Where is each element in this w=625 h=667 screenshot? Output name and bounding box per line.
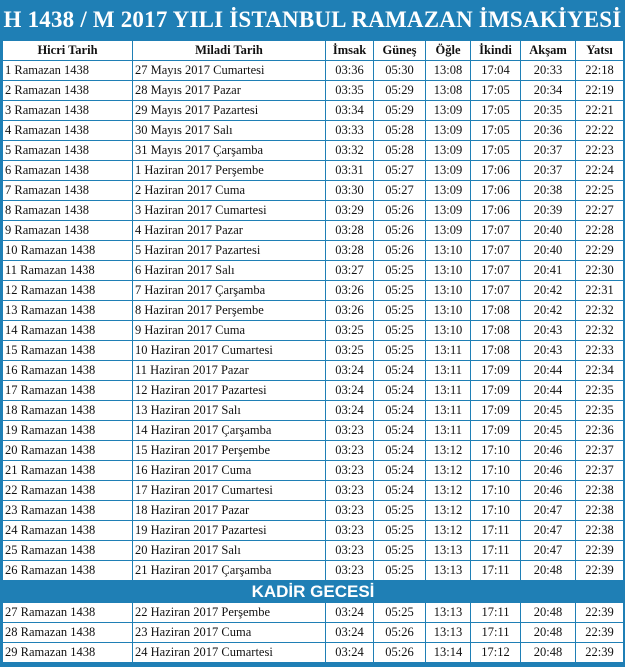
yatsi-cell: 22:22 <box>576 121 624 141</box>
imsak-cell: 03:23 <box>326 521 374 541</box>
hicri-tarih-cell: 13 Ramazan 1438 <box>3 301 133 321</box>
aksam-cell: 20:46 <box>521 461 576 481</box>
table-row <box>3 401 624 421</box>
yatsi-cell: 22:36 <box>576 421 624 441</box>
miladi-tarih-cell: 30 Mayıs 2017 Salı <box>133 121 326 141</box>
miladi-tarih-cell: 18 Haziran 2017 Pazar <box>133 501 326 521</box>
miladi-tarih-cell: 14 Haziran 2017 Çarşamba <box>133 421 326 441</box>
ikindi-cell: 17:11 <box>471 623 521 643</box>
ikindi-cell: 17:06 <box>471 161 521 181</box>
table-row <box>3 623 624 643</box>
hicri-tarih-cell: 12 Ramazan 1438 <box>3 281 133 301</box>
table-row <box>3 201 624 221</box>
ogle-cell: 13:09 <box>426 101 471 121</box>
table-row <box>3 643 624 663</box>
hicri-tarih-cell: 19 Ramazan 1438 <box>3 421 133 441</box>
ogle-cell: 13:13 <box>426 623 471 643</box>
ikindi-cell: 17:11 <box>471 521 521 541</box>
yatsi-cell: 22:38 <box>576 521 624 541</box>
imsak-cell: 03:34 <box>326 101 374 121</box>
gunes-cell: 05:25 <box>374 301 426 321</box>
yatsi-cell: 22:35 <box>576 401 624 421</box>
ogle-cell: 13:10 <box>426 241 471 261</box>
ikindi-cell: 17:08 <box>471 321 521 341</box>
table-row <box>3 221 624 241</box>
gunes-cell: 05:26 <box>374 643 426 663</box>
table-row <box>3 341 624 361</box>
gunes-cell: 05:28 <box>374 121 426 141</box>
yatsi-cell: 22:31 <box>576 281 624 301</box>
miladi-tarih-cell: 17 Haziran 2017 Cumartesi <box>133 481 326 501</box>
ikindi-cell: 17:09 <box>471 361 521 381</box>
hicri-tarih-cell: 24 Ramazan 1438 <box>3 521 133 541</box>
aksam-cell: 20:47 <box>521 501 576 521</box>
gunes-cell: 05:25 <box>374 521 426 541</box>
yatsi-cell: 22:35 <box>576 381 624 401</box>
aksam-cell: 20:42 <box>521 281 576 301</box>
gunes-cell: 05:24 <box>374 481 426 501</box>
aksam-cell: 20:38 <box>521 181 576 201</box>
hicri-tarih-cell: 1 Ramazan 1438 <box>3 61 133 81</box>
ikindi-cell: 17:09 <box>471 381 521 401</box>
ogle-cell: 13:09 <box>426 201 471 221</box>
yatsi-cell: 22:21 <box>576 101 624 121</box>
ogle-cell: 13:11 <box>426 361 471 381</box>
imsak-cell: 03:24 <box>326 623 374 643</box>
imsak-cell: 03:26 <box>326 301 374 321</box>
yatsi-cell: 22:39 <box>576 561 624 581</box>
hicri-tarih-cell: 11 Ramazan 1438 <box>3 261 133 281</box>
ogle-cell: 13:13 <box>426 561 471 581</box>
ogle-cell: 13:09 <box>426 181 471 201</box>
ogle-cell: 13:12 <box>426 481 471 501</box>
aksam-cell: 20:45 <box>521 401 576 421</box>
yatsi-cell: 22:19 <box>576 81 624 101</box>
yatsi-cell: 22:38 <box>576 481 624 501</box>
hicri-tarih-cell: 29 Ramazan 1438 <box>3 643 133 663</box>
table-row <box>3 541 624 561</box>
page-title: H 1438 / M 2017 YILI İSTANBUL RAMAZAN İMSAKİYESİ <box>3 7 622 32</box>
table-header-row <box>3 41 624 61</box>
ogle-cell: 13:09 <box>426 161 471 181</box>
aksam-cell: 20:44 <box>521 381 576 401</box>
aksam-cell: 20:45 <box>521 421 576 441</box>
gunes-cell: 05:26 <box>374 241 426 261</box>
imsak-cell: 03:24 <box>326 401 374 421</box>
imsak-cell: 03:36 <box>326 61 374 81</box>
ogle-cell: 13:09 <box>426 141 471 161</box>
aksam-cell: 20:36 <box>521 121 576 141</box>
hicri-tarih-cell: 15 Ramazan 1438 <box>3 341 133 361</box>
gunes-cell: 05:27 <box>374 161 426 181</box>
imsak-cell: 03:31 <box>326 161 374 181</box>
hicri-tarih-cell: 14 Ramazan 1438 <box>3 321 133 341</box>
imsak-cell: 03:25 <box>326 341 374 361</box>
hicri-tarih-cell: 27 Ramazan 1438 <box>3 603 133 623</box>
hicri-tarih-cell: 28 Ramazan 1438 <box>3 623 133 643</box>
gunes-cell: 05:29 <box>374 81 426 101</box>
header-gunes: Güneş <box>374 41 426 61</box>
gunes-cell: 05:28 <box>374 141 426 161</box>
table-row <box>3 481 624 501</box>
gunes-cell: 05:30 <box>374 61 426 81</box>
hicri-tarih-cell: 6 Ramazan 1438 <box>3 161 133 181</box>
yatsi-cell: 22:37 <box>576 441 624 461</box>
miladi-tarih-cell: 31 Mayıs 2017 Çarşamba <box>133 141 326 161</box>
table-row <box>3 603 624 623</box>
imsak-cell: 03:26 <box>326 281 374 301</box>
table-row <box>3 261 624 281</box>
aksam-cell: 20:43 <box>521 341 576 361</box>
ogle-cell: 13:11 <box>426 401 471 421</box>
imsak-cell: 03:28 <box>326 221 374 241</box>
aksam-cell: 20:44 <box>521 361 576 381</box>
miladi-tarih-cell: 7 Haziran 2017 Çarşamba <box>133 281 326 301</box>
hicri-tarih-cell: 7 Ramazan 1438 <box>3 181 133 201</box>
ogle-cell: 13:12 <box>426 501 471 521</box>
miladi-tarih-cell: 6 Haziran 2017 Salı <box>133 261 326 281</box>
kadir-gecesi-label: KADİR GECESİ <box>3 581 624 603</box>
imsak-cell: 03:23 <box>326 461 374 481</box>
ogle-cell: 13:13 <box>426 541 471 561</box>
table-row <box>3 441 624 461</box>
kadir-gecesi-row <box>3 581 624 603</box>
ikindi-cell: 17:10 <box>471 481 521 501</box>
miladi-tarih-cell: 5 Haziran 2017 Pazartesi <box>133 241 326 261</box>
miladi-tarih-cell: 8 Haziran 2017 Perşembe <box>133 301 326 321</box>
ikindi-cell: 17:11 <box>471 603 521 623</box>
imsak-cell: 03:24 <box>326 381 374 401</box>
imsak-cell: 03:23 <box>326 441 374 461</box>
miladi-tarih-cell: 2 Haziran 2017 Cuma <box>133 181 326 201</box>
ikindi-cell: 17:07 <box>471 281 521 301</box>
miladi-tarih-cell: 12 Haziran 2017 Pazartesi <box>133 381 326 401</box>
hicri-tarih-cell: 5 Ramazan 1438 <box>3 141 133 161</box>
ogle-cell: 13:08 <box>426 81 471 101</box>
miladi-tarih-cell: 9 Haziran 2017 Cuma <box>133 321 326 341</box>
aksam-cell: 20:48 <box>521 643 576 663</box>
hicri-tarih-cell: 2 Ramazan 1438 <box>3 81 133 101</box>
hicri-tarih-cell: 21 Ramazan 1438 <box>3 461 133 481</box>
table-row <box>3 361 624 381</box>
gunes-cell: 05:25 <box>374 541 426 561</box>
ogle-cell: 13:10 <box>426 281 471 301</box>
hicri-tarih-cell: 18 Ramazan 1438 <box>3 401 133 421</box>
ikindi-cell: 17:08 <box>471 341 521 361</box>
yatsi-cell: 22:23 <box>576 141 624 161</box>
aksam-cell: 20:46 <box>521 481 576 501</box>
table-row <box>3 521 624 541</box>
imsak-cell: 03:24 <box>326 361 374 381</box>
imsak-cell: 03:28 <box>326 241 374 261</box>
ikindi-cell: 17:05 <box>471 81 521 101</box>
table-row <box>3 141 624 161</box>
imsak-cell: 03:33 <box>326 121 374 141</box>
imsak-cell: 03:23 <box>326 541 374 561</box>
miladi-tarih-cell: 1 Haziran 2017 Perşembe <box>133 161 326 181</box>
ikindi-cell: 17:11 <box>471 541 521 561</box>
aksam-cell: 20:35 <box>521 101 576 121</box>
table-row <box>3 421 624 441</box>
hicri-tarih-cell: 16 Ramazan 1438 <box>3 361 133 381</box>
ogle-cell: 13:14 <box>426 643 471 663</box>
hicri-tarih-cell: 25 Ramazan 1438 <box>3 541 133 561</box>
ikindi-cell: 17:09 <box>471 401 521 421</box>
ogle-cell: 13:09 <box>426 221 471 241</box>
gunes-cell: 05:24 <box>374 361 426 381</box>
miladi-tarih-cell: 20 Haziran 2017 Salı <box>133 541 326 561</box>
hicri-tarih-cell: 8 Ramazan 1438 <box>3 201 133 221</box>
miladi-tarih-cell: 27 Mayıs 2017 Cumartesi <box>133 61 326 81</box>
table-row <box>3 81 624 101</box>
table-body <box>3 61 624 663</box>
imsak-cell: 03:35 <box>326 81 374 101</box>
gunes-cell: 05:25 <box>374 341 426 361</box>
hicri-tarih-cell: 9 Ramazan 1438 <box>3 221 133 241</box>
ikindi-cell: 17:10 <box>471 501 521 521</box>
ikindi-cell: 17:12 <box>471 643 521 663</box>
aksam-cell: 20:34 <box>521 81 576 101</box>
hicri-tarih-cell: 22 Ramazan 1438 <box>3 481 133 501</box>
miladi-tarih-cell: 29 Mayıs 2017 Pazartesi <box>133 101 326 121</box>
yatsi-cell: 22:39 <box>576 541 624 561</box>
ikindi-cell: 17:11 <box>471 561 521 581</box>
hicri-tarih-cell: 10 Ramazan 1438 <box>3 241 133 261</box>
table-row <box>3 181 624 201</box>
aksam-cell: 20:41 <box>521 261 576 281</box>
gunes-cell: 05:25 <box>374 603 426 623</box>
ogle-cell: 13:12 <box>426 441 471 461</box>
miladi-tarih-cell: 19 Haziran 2017 Pazartesi <box>133 521 326 541</box>
gunes-cell: 05:24 <box>374 461 426 481</box>
aksam-cell: 20:43 <box>521 321 576 341</box>
ikindi-cell: 17:04 <box>471 61 521 81</box>
table-row <box>3 301 624 321</box>
miladi-tarih-cell: 15 Haziran 2017 Perşembe <box>133 441 326 461</box>
imsak-cell: 03:23 <box>326 421 374 441</box>
yatsi-cell: 22:33 <box>576 341 624 361</box>
ikindi-cell: 17:09 <box>471 421 521 441</box>
imsak-cell: 03:32 <box>326 141 374 161</box>
aksam-cell: 20:40 <box>521 221 576 241</box>
header-miladi-tarih: Miladi Tarih <box>133 41 326 61</box>
ogle-cell: 13:10 <box>426 301 471 321</box>
gunes-cell: 05:25 <box>374 321 426 341</box>
gunes-cell: 05:25 <box>374 501 426 521</box>
imsak-cell: 03:23 <box>326 561 374 581</box>
yatsi-cell: 22:25 <box>576 181 624 201</box>
ogle-cell: 13:10 <box>426 261 471 281</box>
gunes-cell: 05:27 <box>374 181 426 201</box>
miladi-tarih-cell: 22 Haziran 2017 Perşembe <box>133 603 326 623</box>
miladi-tarih-cell: 10 Haziran 2017 Cumartesi <box>133 341 326 361</box>
table-row <box>3 381 624 401</box>
table-row <box>3 501 624 521</box>
gunes-cell: 05:26 <box>374 623 426 643</box>
imsak-cell: 03:27 <box>326 261 374 281</box>
miladi-tarih-cell: 3 Haziran 2017 Cumartesi <box>133 201 326 221</box>
imsak-cell: 03:24 <box>326 603 374 623</box>
yatsi-cell: 22:30 <box>576 261 624 281</box>
yatsi-cell: 22:29 <box>576 241 624 261</box>
ogle-cell: 13:11 <box>426 421 471 441</box>
ogle-cell: 13:12 <box>426 521 471 541</box>
gunes-cell: 05:25 <box>374 261 426 281</box>
table-row <box>3 101 624 121</box>
header-hicri-tarih: Hicri Tarih <box>3 41 133 61</box>
aksam-cell: 20:33 <box>521 61 576 81</box>
aksam-cell: 20:37 <box>521 161 576 181</box>
yatsi-cell: 22:34 <box>576 361 624 381</box>
yatsi-cell: 22:27 <box>576 201 624 221</box>
ogle-cell: 13:11 <box>426 381 471 401</box>
ikindi-cell: 17:06 <box>471 201 521 221</box>
ogle-cell: 13:12 <box>426 461 471 481</box>
table-row <box>3 61 624 81</box>
hicri-tarih-cell: 23 Ramazan 1438 <box>3 501 133 521</box>
gunes-cell: 05:26 <box>374 201 426 221</box>
miladi-tarih-cell: 23 Haziran 2017 Cuma <box>133 623 326 643</box>
gunes-cell: 05:29 <box>374 101 426 121</box>
yatsi-cell: 22:39 <box>576 643 624 663</box>
ogle-cell: 13:11 <box>426 341 471 361</box>
imsak-cell: 03:24 <box>326 643 374 663</box>
aksam-cell: 20:48 <box>521 603 576 623</box>
yatsi-cell: 22:38 <box>576 501 624 521</box>
gunes-cell: 05:26 <box>374 221 426 241</box>
aksam-cell: 20:46 <box>521 441 576 461</box>
ikindi-cell: 17:07 <box>471 221 521 241</box>
gunes-cell: 05:24 <box>374 421 426 441</box>
aksam-cell: 20:39 <box>521 201 576 221</box>
miladi-tarih-cell: 28 Mayıs 2017 Pazar <box>133 81 326 101</box>
header-yatsi: Yatsı <box>576 41 624 61</box>
imsakiye-table <box>2 40 624 663</box>
table-row <box>3 161 624 181</box>
yatsi-cell: 22:28 <box>576 221 624 241</box>
table-row <box>3 461 624 481</box>
header-imsak: İmsak <box>326 41 374 61</box>
ikindi-cell: 17:07 <box>471 261 521 281</box>
imsak-cell: 03:23 <box>326 501 374 521</box>
imsak-cell: 03:23 <box>326 481 374 501</box>
imsak-cell: 03:30 <box>326 181 374 201</box>
aksam-cell: 20:47 <box>521 521 576 541</box>
table-row <box>3 281 624 301</box>
ikindi-cell: 17:06 <box>471 181 521 201</box>
ikindi-cell: 17:07 <box>471 241 521 261</box>
yatsi-cell: 22:18 <box>576 61 624 81</box>
header-ogle: Öğle <box>426 41 471 61</box>
ikindi-cell: 17:08 <box>471 301 521 321</box>
gunes-cell: 05:25 <box>374 561 426 581</box>
gunes-cell: 05:24 <box>374 401 426 421</box>
gunes-cell: 05:25 <box>374 281 426 301</box>
aksam-cell: 20:48 <box>521 561 576 581</box>
yatsi-cell: 22:24 <box>576 161 624 181</box>
header-ikindi: İkindi <box>471 41 521 61</box>
yatsi-cell: 22:39 <box>576 623 624 643</box>
miladi-tarih-cell: 21 Haziran 2017 Çarşamba <box>133 561 326 581</box>
header-aksam: Akşam <box>521 41 576 61</box>
imsak-cell: 03:29 <box>326 201 374 221</box>
yatsi-cell: 22:32 <box>576 321 624 341</box>
ikindi-cell: 17:10 <box>471 441 521 461</box>
ogle-cell: 13:09 <box>426 121 471 141</box>
hicri-tarih-cell: 4 Ramazan 1438 <box>3 121 133 141</box>
miladi-tarih-cell: 13 Haziran 2017 Salı <box>133 401 326 421</box>
ogle-cell: 13:08 <box>426 61 471 81</box>
table-row <box>3 561 624 581</box>
aksam-cell: 20:47 <box>521 541 576 561</box>
ikindi-cell: 17:05 <box>471 101 521 121</box>
hicri-tarih-cell: 26 Ramazan 1438 <box>3 561 133 581</box>
yatsi-cell: 22:32 <box>576 301 624 321</box>
aksam-cell: 20:37 <box>521 141 576 161</box>
miladi-tarih-cell: 24 Haziran 2017 Cumartesi <box>133 643 326 663</box>
miladi-tarih-cell: 4 Haziran 2017 Pazar <box>133 221 326 241</box>
ikindi-cell: 17:10 <box>471 461 521 481</box>
table-row <box>3 241 624 261</box>
gunes-cell: 05:24 <box>374 381 426 401</box>
aksam-cell: 20:40 <box>521 241 576 261</box>
hicri-tarih-cell: 20 Ramazan 1438 <box>3 441 133 461</box>
ikindi-cell: 17:05 <box>471 121 521 141</box>
ogle-cell: 13:13 <box>426 603 471 623</box>
hicri-tarih-cell: 3 Ramazan 1438 <box>3 101 133 121</box>
yatsi-cell: 22:39 <box>576 603 624 623</box>
aksam-cell: 20:48 <box>521 623 576 643</box>
aksam-cell: 20:42 <box>521 301 576 321</box>
ogle-cell: 13:10 <box>426 321 471 341</box>
table-row <box>3 121 624 141</box>
ikindi-cell: 17:05 <box>471 141 521 161</box>
yatsi-cell: 22:37 <box>576 461 624 481</box>
miladi-tarih-cell: 16 Haziran 2017 Cuma <box>133 461 326 481</box>
table-row <box>3 321 624 341</box>
miladi-tarih-cell: 11 Haziran 2017 Pazar <box>133 361 326 381</box>
imsak-cell: 03:25 <box>326 321 374 341</box>
gunes-cell: 05:24 <box>374 441 426 461</box>
hicri-tarih-cell: 17 Ramazan 1438 <box>3 381 133 401</box>
